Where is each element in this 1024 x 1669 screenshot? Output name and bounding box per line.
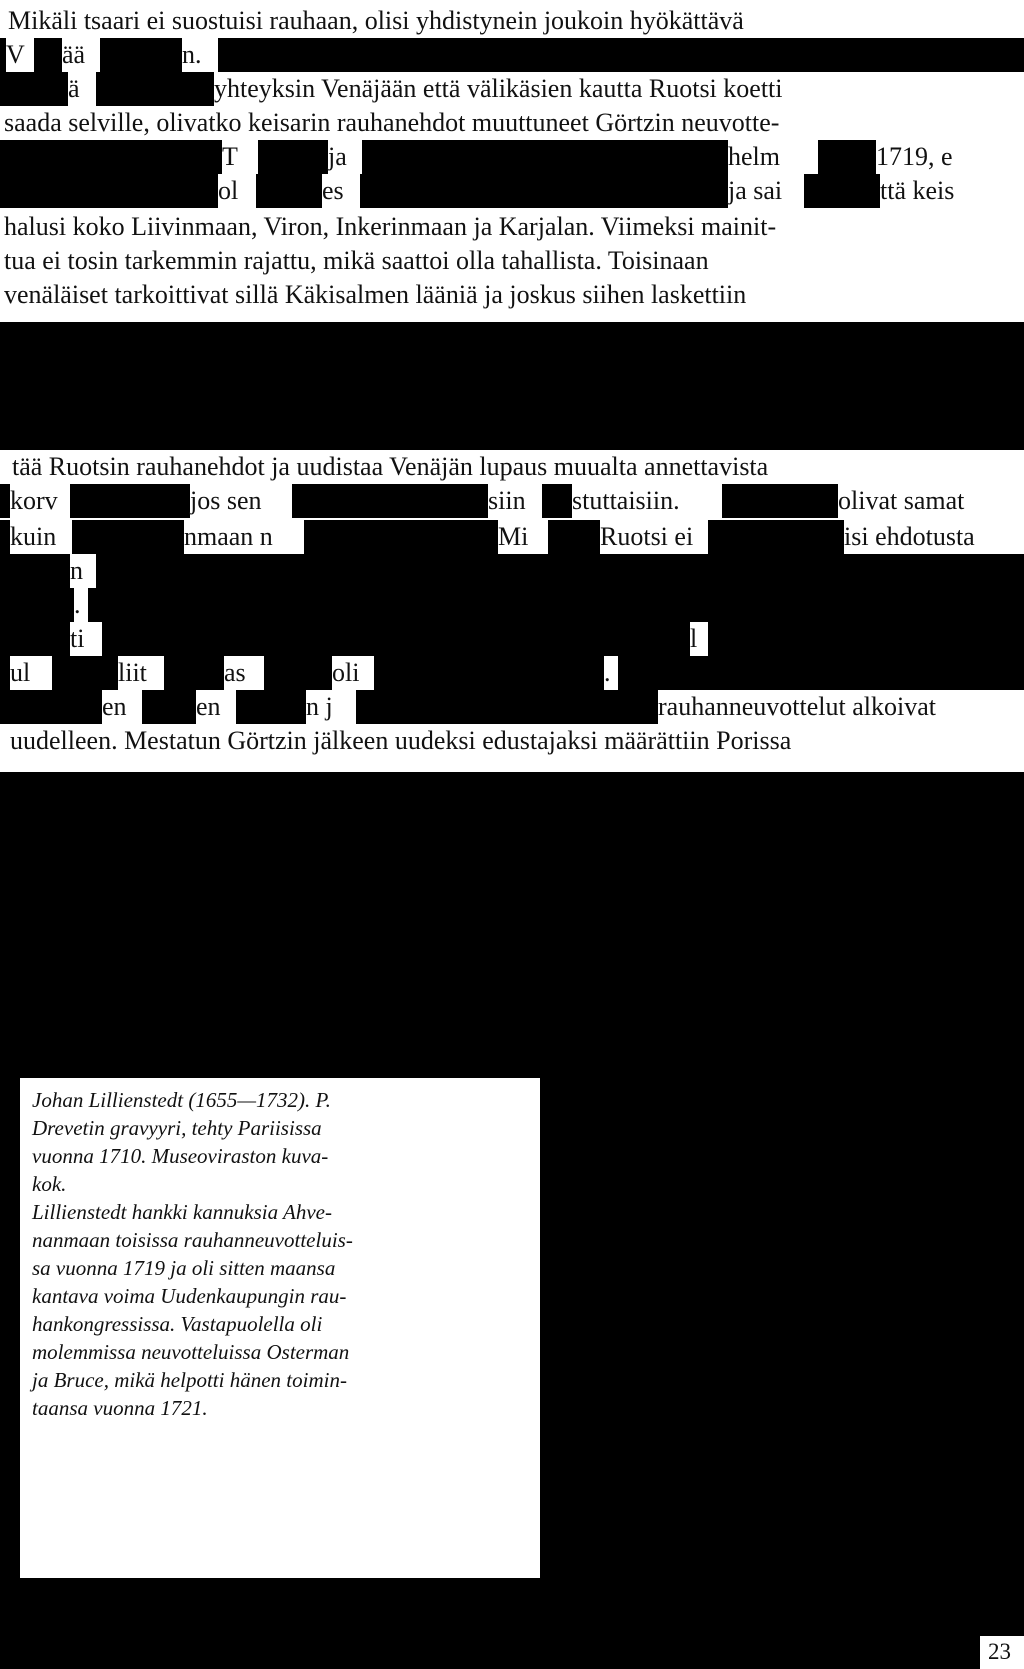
text-fragment: oli [332,656,374,690]
text-line: saada selville, olivatko keisarin rauhanehdot muuttuneet Görtzin neuvotte- [4,108,780,137]
text-fragment: en [102,690,142,724]
text-line-fragmented [0,140,1024,174]
caption-line: Johan Lillienstedt (1655—1732). P. [32,1088,331,1112]
text-fragment: siin [488,484,542,518]
text-fragment: liit [118,656,164,690]
text-fragment: yhteyksin Venäjään että välikäsien kautta Ruotsi koetti [214,72,1024,106]
text-fragment: ol [218,174,256,208]
text-fragment: kuin [10,520,72,554]
text-fragment: l [690,622,708,656]
caption-line: sa vuonna 1719 ja oli sitten maansa [32,1256,336,1280]
text-line-fragmented [0,38,1024,72]
top-text-block [0,0,1024,322]
text-fragment: es [322,174,360,208]
text-line-fragmented [0,484,1024,518]
text-line-fragmented [0,520,1024,554]
text-fragment: isi ehdotusta [844,520,1024,554]
text-fragment: ti [70,622,102,656]
text-fragment: ttä keis [880,174,1024,208]
caption-line: hankongressissa. Vastapuolella oli [32,1312,323,1336]
text-fragment: ul [10,656,52,690]
caption-line: taansa vuonna 1721. [32,1396,208,1420]
caption-line: vuonna 1710. Museoviraston kuva- [32,1144,329,1168]
text-fragment: korv [10,484,70,518]
text-line: tua ei tosin tarkemmin rajattu, mikä saattoi olla tahallista. Toisinaan [4,246,709,275]
text-fragment: 1719, e [876,140,1024,174]
text-fragment: jos sen [190,484,292,518]
text-line-fragmented [0,554,1024,588]
text-fragment: T [222,140,258,174]
text-line-fragmented [0,656,1024,690]
caption-line: Lillienstedt hankki kannuksia Ahve- [32,1200,332,1224]
text-line-fragmented [0,72,1024,106]
text-fragment: ä [68,72,96,106]
text-line-fragmented [0,174,1024,208]
text-fragment: n [70,554,96,588]
text-fragment: n j [306,690,356,724]
text-line-fragmented [0,588,1024,622]
text-line: uudelleen. Mestatun Görtzin jälkeen uudeksi edustajaksi määrättiin Porissa [10,726,792,755]
text-fragment: as [224,656,264,690]
text-fragment: en [196,690,236,724]
caption-line: kok. [32,1172,67,1196]
page-number-box [980,1636,1024,1669]
text-line: venäläiset tarkoittivat sillä Käkisalmen lääniä ja joskus siihen laskettiin [4,280,747,309]
text-fragment: helm [728,140,818,174]
caption-line: Drevetin gravyyri, tehty Pariisissa [32,1116,322,1140]
page-number: 23 [988,1639,1011,1664]
text-fragment: ää [62,38,100,72]
text-fragment: n. [182,38,218,72]
image-caption [20,1078,540,1578]
text-fragment: V [6,38,34,72]
text-line-fragmented [0,690,1024,724]
text-line: tää Ruotsin rauhanehdot ja uudistaa Venäjän lupaus muualta annettavista [12,452,769,481]
text-fragment: rauhanneuvottelut alkoivat [658,690,1024,724]
text-fragment: nmaan n [184,520,304,554]
caption-line: nanmaan toisissa rauhanneuvotteluis- [32,1228,353,1252]
text-fragment: Mi [498,520,548,554]
caption-line: kantava voima Uudenkaupungin rau- [32,1284,347,1308]
middle-text-block [0,450,1024,772]
caption-line: ja Bruce, mikä helpotti hänen toimin- [32,1368,347,1392]
text-fragment: . [604,656,618,690]
text-fragment: Ruotsi ei [600,520,708,554]
text-line: Mikäli tsaari ei suostuisi rauhaan, olisi yhdistynein joukoin hyökättävä [8,6,744,35]
text-fragment: . [74,588,88,622]
text-line: halusi koko Liivinmaan, Viron, Inkerinmaan ja Karjalan. Viimeksi mainit- [4,212,777,241]
text-fragment: stuttaisiin. [572,484,722,518]
text-fragment: olivat samat [838,484,1024,518]
text-line-fragmented [0,622,1024,656]
text-fragment: ja [328,140,362,174]
caption-line: molemmissa neuvotteluissa Osterman [32,1340,350,1364]
text-fragment: ja sai [728,174,804,208]
